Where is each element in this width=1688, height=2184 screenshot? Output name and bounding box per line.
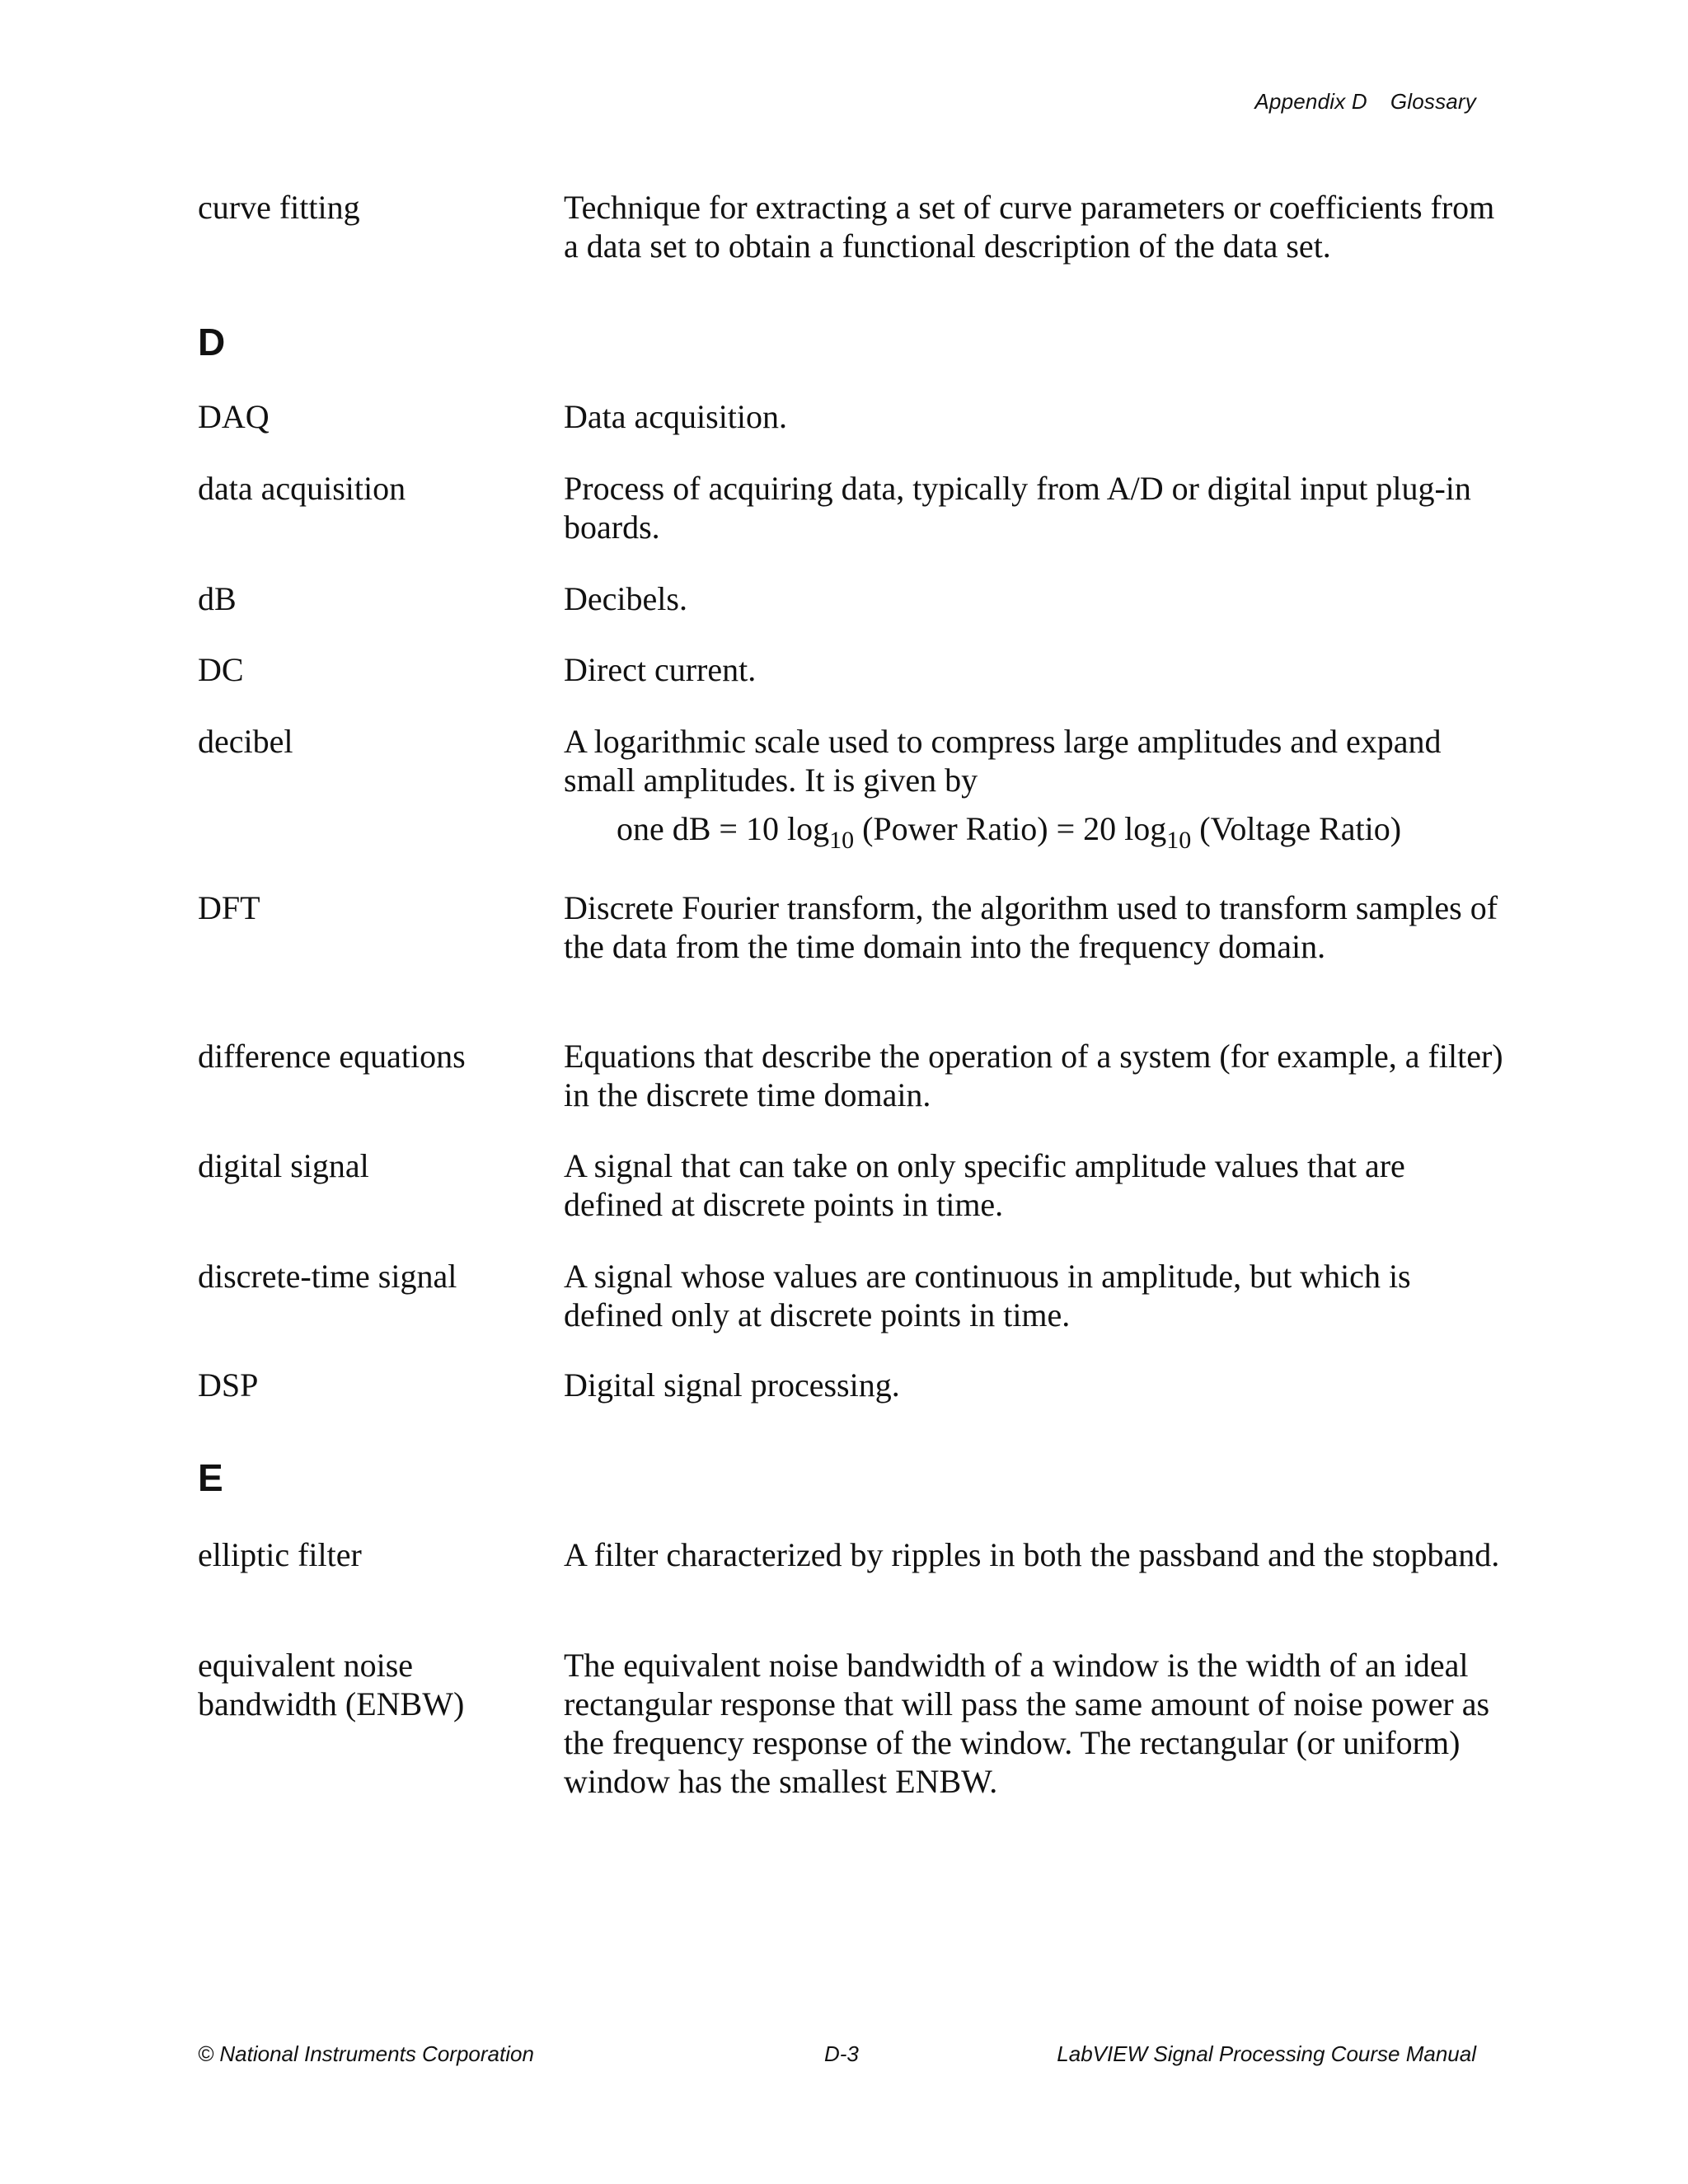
glossary-definition: A signal whose values are continuous in amplitude, but which is defined only at discrete points in time. [564, 1258, 1411, 1333]
glossary-definition: Discrete Fourier transform, the algorithm used to transform samples of the data from the time domain into the frequency domain. [564, 889, 1498, 965]
glossary-term: elliptic filter [198, 1536, 362, 1573]
glossary-definition: Technique for extracting a set of curve parameters or coefficients from a data set to obtain a functional description of the data set. [564, 189, 1495, 265]
running-header [1254, 89, 1476, 115]
page-number: D-3 [824, 2041, 859, 2066]
footer-manual-title: LabVIEW Signal Processing Course Manual [1057, 2041, 1476, 2066]
section-heading-d: D [198, 321, 226, 363]
glossary-definition: The equivalent noise bandwidth of a window is the width of an ideal rectangular response that will pass the same amount of noise power as the frequency response of the window. The rectangular (or uniform) window has the smallest ENBW. [564, 1647, 1490, 1800]
glossary-term: data acquisition [198, 470, 406, 507]
footer-copyright: © National Instruments Corporation [198, 2041, 534, 2066]
glossary-term: difference equations [198, 1038, 466, 1075]
definition-text: A logarithmic scale used to compress large amplitudes and expand small amplitudes. It is given by [564, 723, 1442, 799]
glossary-definition: Process of acquiring data, typically from A/D or digital input plug-in boards. [564, 470, 1471, 546]
glossary-term: decibel [198, 723, 293, 760]
section-heading-e: E [198, 1456, 223, 1499]
glossary-definition: Digital signal processing. [564, 1366, 900, 1404]
glossary-term: dB [198, 580, 237, 617]
decibel-formula [564, 809, 1503, 854]
header-appendix: Appendix D [1254, 89, 1367, 114]
glossary-definition: Decibels. [564, 580, 687, 617]
header-section: Glossary [1390, 89, 1476, 114]
glossary-term: equivalent noise bandwidth (ENBW) [198, 1647, 465, 1722]
formula-part: one dB = 10 log [617, 810, 830, 847]
glossary-definition [564, 722, 1503, 854]
formula-subscript: 10 [829, 827, 855, 854]
glossary-definition: Direct current. [564, 651, 757, 688]
formula-part: (Power Ratio) = 20 log [854, 810, 1167, 847]
glossary-term: discrete-time signal [198, 1258, 457, 1295]
glossary-definition: A signal that can take on only specific amplitude values that are defined at discrete points in time. [564, 1147, 1405, 1223]
glossary-term: curve fitting [198, 189, 360, 226]
glossary-term: DSP [198, 1366, 259, 1404]
glossary-definition: Equations that describe the operation of a system (for example, a filter) in the discrete time domain. [564, 1038, 1503, 1113]
glossary-term: DFT [198, 889, 260, 926]
formula-part: (Voltage Ratio) [1191, 810, 1402, 847]
glossary-definition: A filter characterized by ripples in both the passband and the stopband. [564, 1536, 1500, 1573]
glossary-term: DAQ [198, 398, 270, 435]
glossary-term: digital signal [198, 1147, 369, 1184]
glossary-definition: Data acquisition. [564, 398, 788, 435]
glossary-term: DC [198, 651, 244, 688]
formula-subscript: 10 [1166, 827, 1192, 854]
